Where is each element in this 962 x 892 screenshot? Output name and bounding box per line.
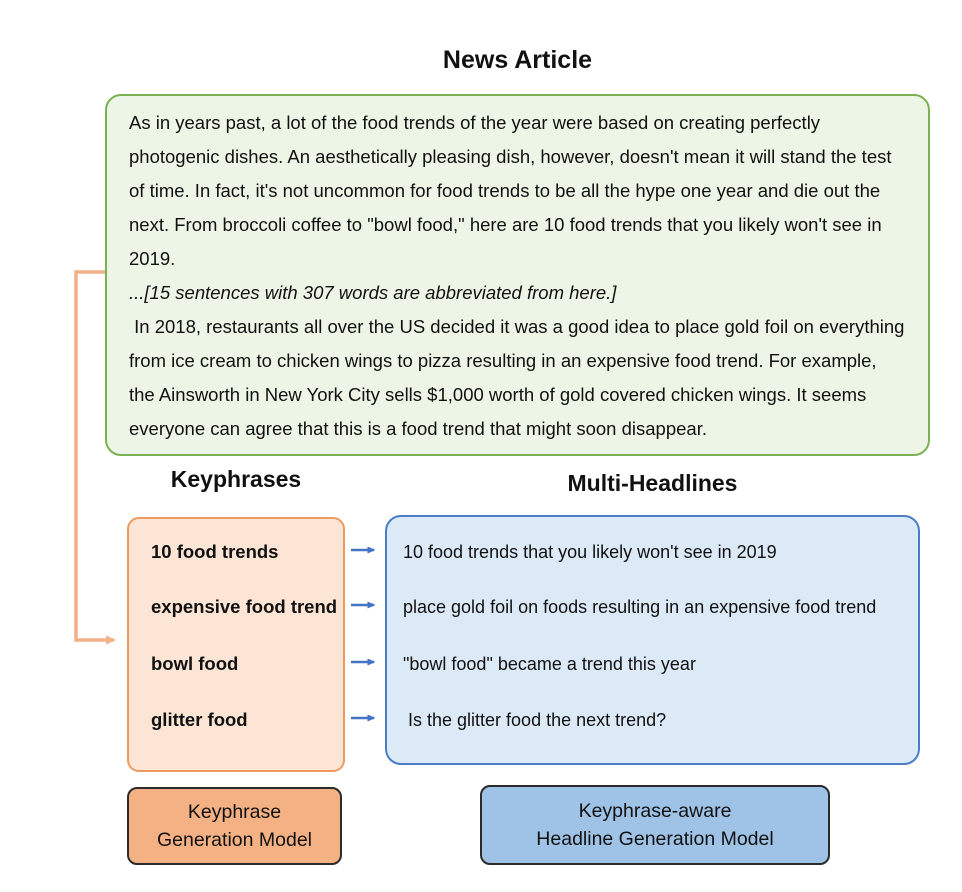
keyphrase-item: glitter food [151, 709, 248, 730]
news-article-box [105, 94, 930, 456]
multi-headlines-heading: Multi-Headlines [567, 470, 738, 496]
keyphrase-model-label-line2: Generation Model [156, 829, 312, 851]
article-paragraph-2: In 2018, restaurants all over the US decided it was a good idea to place gold foil on everything from ice cream to chicken wings to pizza resulting in an expensive food trend. For example, the Ainsworth in New York City sells $1,000 worth of gold covered chicken wings. It seems everyone can agree that this is a food trend that might soon disappear. [129, 316, 910, 439]
keyphrases-heading: Keyphrases [170, 466, 302, 492]
keyphrases-box [127, 517, 345, 772]
keyphrase-item: expensive food trend [151, 596, 338, 617]
headline-item: place gold foil on foods resulting in an expensive food trend [403, 597, 877, 617]
headline-item: 10 food trends that you likely won't see in 2019 [403, 542, 777, 562]
headline-item: Is the glitter food the next trend? [403, 710, 667, 730]
news-article-title: News Article [442, 46, 593, 74]
article-paragraph-1: As in years past, a lot of the food trends of the year were based on creating perfectly photogenic dishes. An aesthetically pleasing dish, however, doesn't mean it will stand the test of time. In fact, it's not uncommon for food trends to be all the hype one year and die out the next. From broccoli coffee to "bowl food," here are 10 food trends that you likely won't see in 2019. [129, 112, 897, 269]
headline-model-label-line1: Keyphrase-aware [578, 800, 732, 822]
keyphrase-model-label-line1: Keyphrase [187, 801, 282, 823]
article-abbreviation-note: ...[15 sentences with 307 words are abbreviated from here.] [129, 282, 617, 303]
keyphrase-generation-model-box [127, 787, 342, 865]
headline-generation-model-box [480, 785, 830, 865]
headline-model-label-line2: Headline Generation Model [536, 828, 774, 850]
multi-headlines-box [385, 515, 920, 765]
keyphrase-item: bowl food [151, 653, 239, 674]
keyphrase-item: 10 food trends [151, 541, 279, 562]
headline-item: "bowl food" became a trend this year [403, 654, 696, 674]
